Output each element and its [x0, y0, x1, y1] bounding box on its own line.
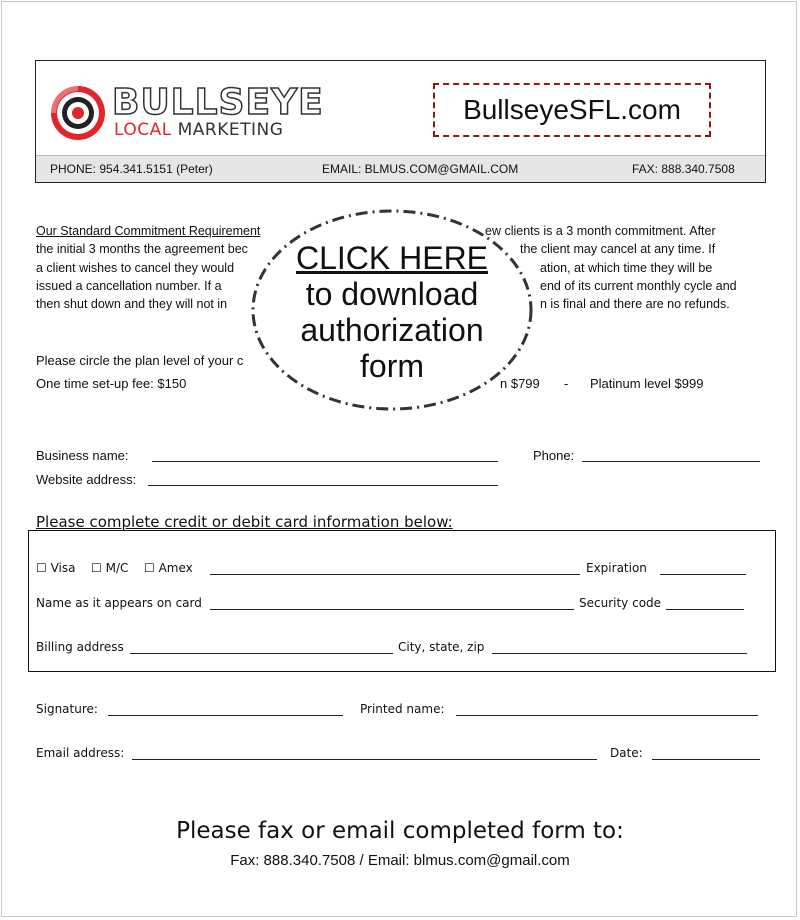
checkbox-icon[interactable]: ☐ [36, 561, 47, 575]
overlay-line-3: authorization [300, 312, 484, 348]
commitment-line-3b: ation, at which time they will be [540, 261, 713, 275]
target-icon [50, 85, 110, 145]
setup-fee: One time set-up fee: $150 [36, 376, 187, 391]
logo-wordmark: BULLSEYE [112, 82, 324, 123]
phone-field[interactable] [582, 461, 760, 462]
website-address-label: Website address: [36, 472, 137, 487]
amex-option[interactable]: ☐ Amex [144, 561, 193, 575]
city-state-zip-label: City, state, zip [398, 640, 485, 654]
mc-option[interactable]: ☐ M/C [91, 561, 129, 575]
name-on-card-label: Name as it appears on card [36, 596, 202, 610]
printed-name-field[interactable] [456, 715, 758, 716]
commitment-line-2a: the initial 3 months the agreement bec [36, 242, 248, 256]
logo-local: LOCAL [114, 120, 172, 140]
footer-contact: Fax: 888.340.7508 / Email: blmus.com@gmail.com [230, 852, 570, 869]
commitment-line-2b: the client may cancel at any time. If [520, 242, 716, 256]
email-address-field[interactable] [132, 759, 597, 760]
card-number-field[interactable] [210, 574, 580, 575]
commitment-heading: Our Standard Commitment Requirement [36, 224, 261, 238]
date-label: Date: [610, 746, 643, 760]
overlay-line-4: form [360, 348, 424, 384]
security-code-label: Security code [579, 596, 662, 610]
website-link[interactable]: BullseyeSFL.com [433, 83, 711, 137]
contact-bar [36, 155, 765, 182]
download-link[interactable] [252, 240, 532, 384]
plan-separator: - [564, 376, 569, 391]
website-address-field[interactable] [148, 485, 498, 486]
business-name-field[interactable] [152, 461, 498, 462]
plan-prompt: Please circle the plan level of your c [36, 353, 244, 368]
checkbox-icon[interactable]: ☐ [144, 561, 155, 575]
checkbox-icon[interactable]: ☐ [91, 561, 102, 575]
commitment-line-5b: n is final and there are no refunds. [540, 297, 730, 311]
header-phone: PHONE: 954.341.5151 (Peter) [50, 162, 213, 176]
date-field[interactable] [652, 759, 760, 760]
name-on-card-field[interactable] [210, 609, 574, 610]
header-email: EMAIL: BLMUS.COM@GMAIL.COM [322, 162, 519, 176]
billing-address-field[interactable] [130, 653, 393, 654]
commitment-line-5a: then shut down and they will not in [36, 297, 228, 311]
commitment-line-1: ew clients is a 3 month commitment. After [485, 224, 716, 238]
plan-gold[interactable]: n $799 [500, 376, 540, 391]
security-code-field[interactable] [666, 609, 744, 610]
expiration-field[interactable] [660, 574, 746, 575]
letterhead [35, 60, 766, 183]
header-fax: FAX: 888.340.7508 [632, 162, 735, 176]
commitment-line-4b: end of its current monthly cycle and [540, 279, 737, 293]
logo-marketing: MARKETING [177, 120, 284, 140]
expiration-label: Expiration [586, 561, 647, 575]
logo-tagline [114, 121, 283, 139]
printed-name-label: Printed name: [360, 702, 445, 716]
commitment-line-3a: a client wishes to cancel they would [36, 261, 235, 275]
card-section-title: Please complete credit or debit card information below: [36, 513, 453, 531]
plan-platinum[interactable]: Platinum level $999 [590, 376, 704, 391]
footer-title: Please fax or email completed form to: [176, 818, 624, 844]
signature-label: Signature: [36, 702, 98, 716]
billing-address-label: Billing address [36, 640, 124, 654]
city-state-zip-field[interactable] [492, 653, 747, 654]
commitment-line-4a: issued a cancellation number. If a [36, 279, 222, 293]
signature-field[interactable] [108, 715, 343, 716]
business-name-label: Business name: [36, 448, 129, 463]
phone-label: Phone: [533, 448, 575, 463]
click-here-link[interactable]: CLICK HERE [295, 240, 489, 276]
visa-option[interactable]: ☐ Visa [36, 561, 76, 575]
overlay-line-2: to download [305, 276, 479, 312]
bullseye-logo [50, 83, 380, 143]
email-address-label: Email address: [36, 746, 125, 760]
